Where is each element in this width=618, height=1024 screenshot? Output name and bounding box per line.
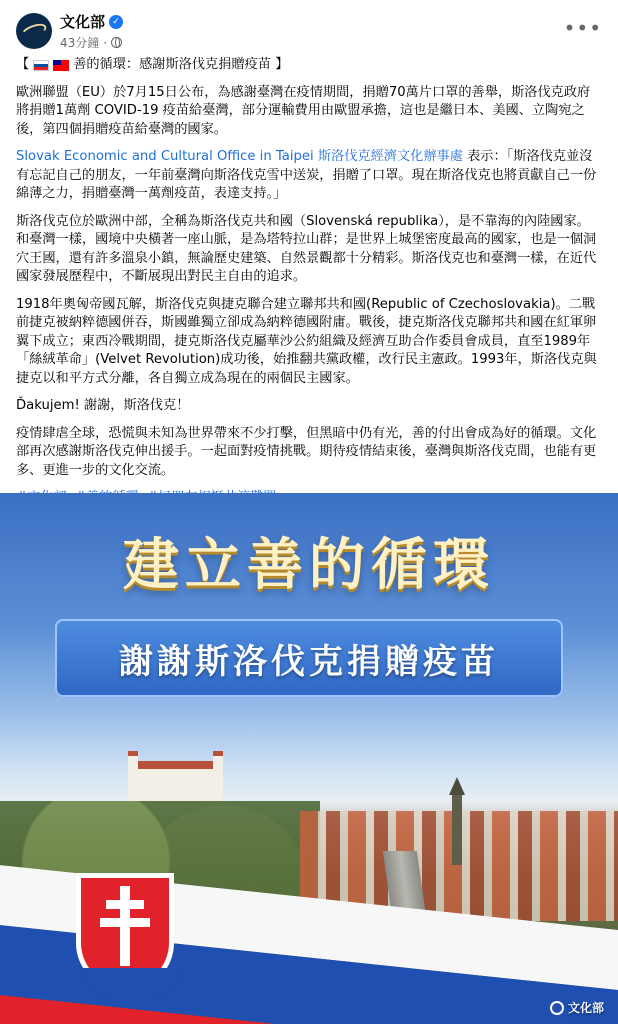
bratislava-castle: [128, 761, 223, 801]
paragraph-2: [16, 148, 602, 204]
slovak-office-link[interactable]: Slovak Economic and Cultural Office in Taipei 斯洛伐克經濟文化辦事處: [16, 149, 463, 164]
page-name-link[interactable]: 文化部: [60, 13, 106, 31]
banner-text: 謝謝斯洛伐克捐贈疫苗: [119, 641, 499, 682]
post-header: [0, 0, 618, 52]
post-meta: [60, 11, 123, 51]
globe-icon: [111, 37, 122, 48]
cathedral-tower: [452, 795, 462, 865]
time-row: [60, 34, 123, 51]
image-banner: [55, 619, 563, 697]
image-watermark: [550, 999, 604, 1016]
paragraph-6: 疫情肆虐全球，恐慌與未知為世界帶來不少打擊，但黑暗中仍有光，善的付出會成為好的循環。文化部再次感謝斯洛伐克伸出援手。一起面對疫情挑戰。期待疫情結束後，臺灣與斯洛伐克間，也能有更多、更進一步的文化交流。: [16, 425, 597, 478]
post-image[interactable]: [0, 493, 618, 1024]
time-separator: ·: [103, 35, 108, 50]
taiwan-flag-icon: [53, 60, 69, 71]
slovak-coat-of-arms-icon: [76, 873, 174, 991]
verified-badge-icon: ✓: [109, 15, 123, 29]
paragraph-1: 歐洲聯盟（EU）於7月15日公布，為感謝臺灣在疫情期間，捐贈70萬片口罩的善舉，斯洛伐克政府將捐贈1萬劑 COVID-19 疫苗給臺灣，部分運輸費用由歐盟承擔，這也是繼日本、美國、立陶宛之後，第四個捐贈疫苗給臺灣的國家。: [16, 84, 591, 137]
post-title: [16, 56, 602, 75]
moc-logo-icon: [20, 21, 49, 41]
paragraph-4: 1918年奧匈帝國瓦解，斯洛伐克與捷克聯合建立聯邦共和國(Republic of Czechoslovakia)。二戰前捷克被納粹德國併吞，斯國雖獨立卻成為納粹德國附庸。戰後，捷克斯洛伐克聯邦共和國在紅軍卵翼下成立；東西冷戰期間，捷克斯洛伐克屬華沙公約組織及經濟互助合作委員會成員，直至1989年「絲絨革命」(Velvet Revolution)成功後，始推翻共黨政權，改行民主憲政。1993年，斯洛伐克與捷克以和平方式分離，各自獨立成為現在的兩個民主國家。: [16, 296, 597, 386]
paragraph-5: Ďakujem! 謝謝，斯洛伐克！: [16, 398, 190, 413]
more-options-icon[interactable]: •••: [563, 16, 602, 40]
image-headline: 建立善的循環: [123, 532, 495, 598]
name-row: [60, 11, 123, 32]
paragraph-2-text: 表示：「斯洛伐克並沒有忘記自己的朋友，一年前臺灣向斯洛伐克雪中送炭，捐贈了口罩。現在斯洛伐克也將貢獻自己一份綿薄之力，捐贈臺灣一萬劑疫苗，表達支持。」: [16, 149, 597, 201]
post-timestamp[interactable]: 43分鐘: [60, 36, 100, 50]
title-bracket: 【: [16, 57, 30, 72]
watermark-logo-icon: [550, 1001, 564, 1015]
page-avatar[interactable]: [16, 13, 52, 49]
title-text: 善的循環：感謝斯洛伐克捐贈疫苗 】: [73, 57, 289, 72]
watermark-text: 文化部: [567, 1001, 604, 1015]
post-text: [0, 52, 618, 508]
slovakia-flag-icon: [33, 60, 49, 71]
paragraph-3: 斯洛伐克位於歐洲中部，全稱為斯洛伐克共和國（Slovenská republika），是不靠海的內陸國家。和臺灣一樣，國境中央橫著一座山脈，是為塔特拉山群；是世界上城堡密度最高的國家，也是一個洞穴王國，還有許多溫泉小鎮，無論歷史建築、自然景觀都十分精彩。斯洛伐克也和臺灣一樣，在近代國家發展歷程中，不斷展現出對民主自由的追求。: [16, 213, 597, 284]
blue-hills-icon: [81, 968, 179, 996]
double-cross-icon: [100, 886, 150, 966]
